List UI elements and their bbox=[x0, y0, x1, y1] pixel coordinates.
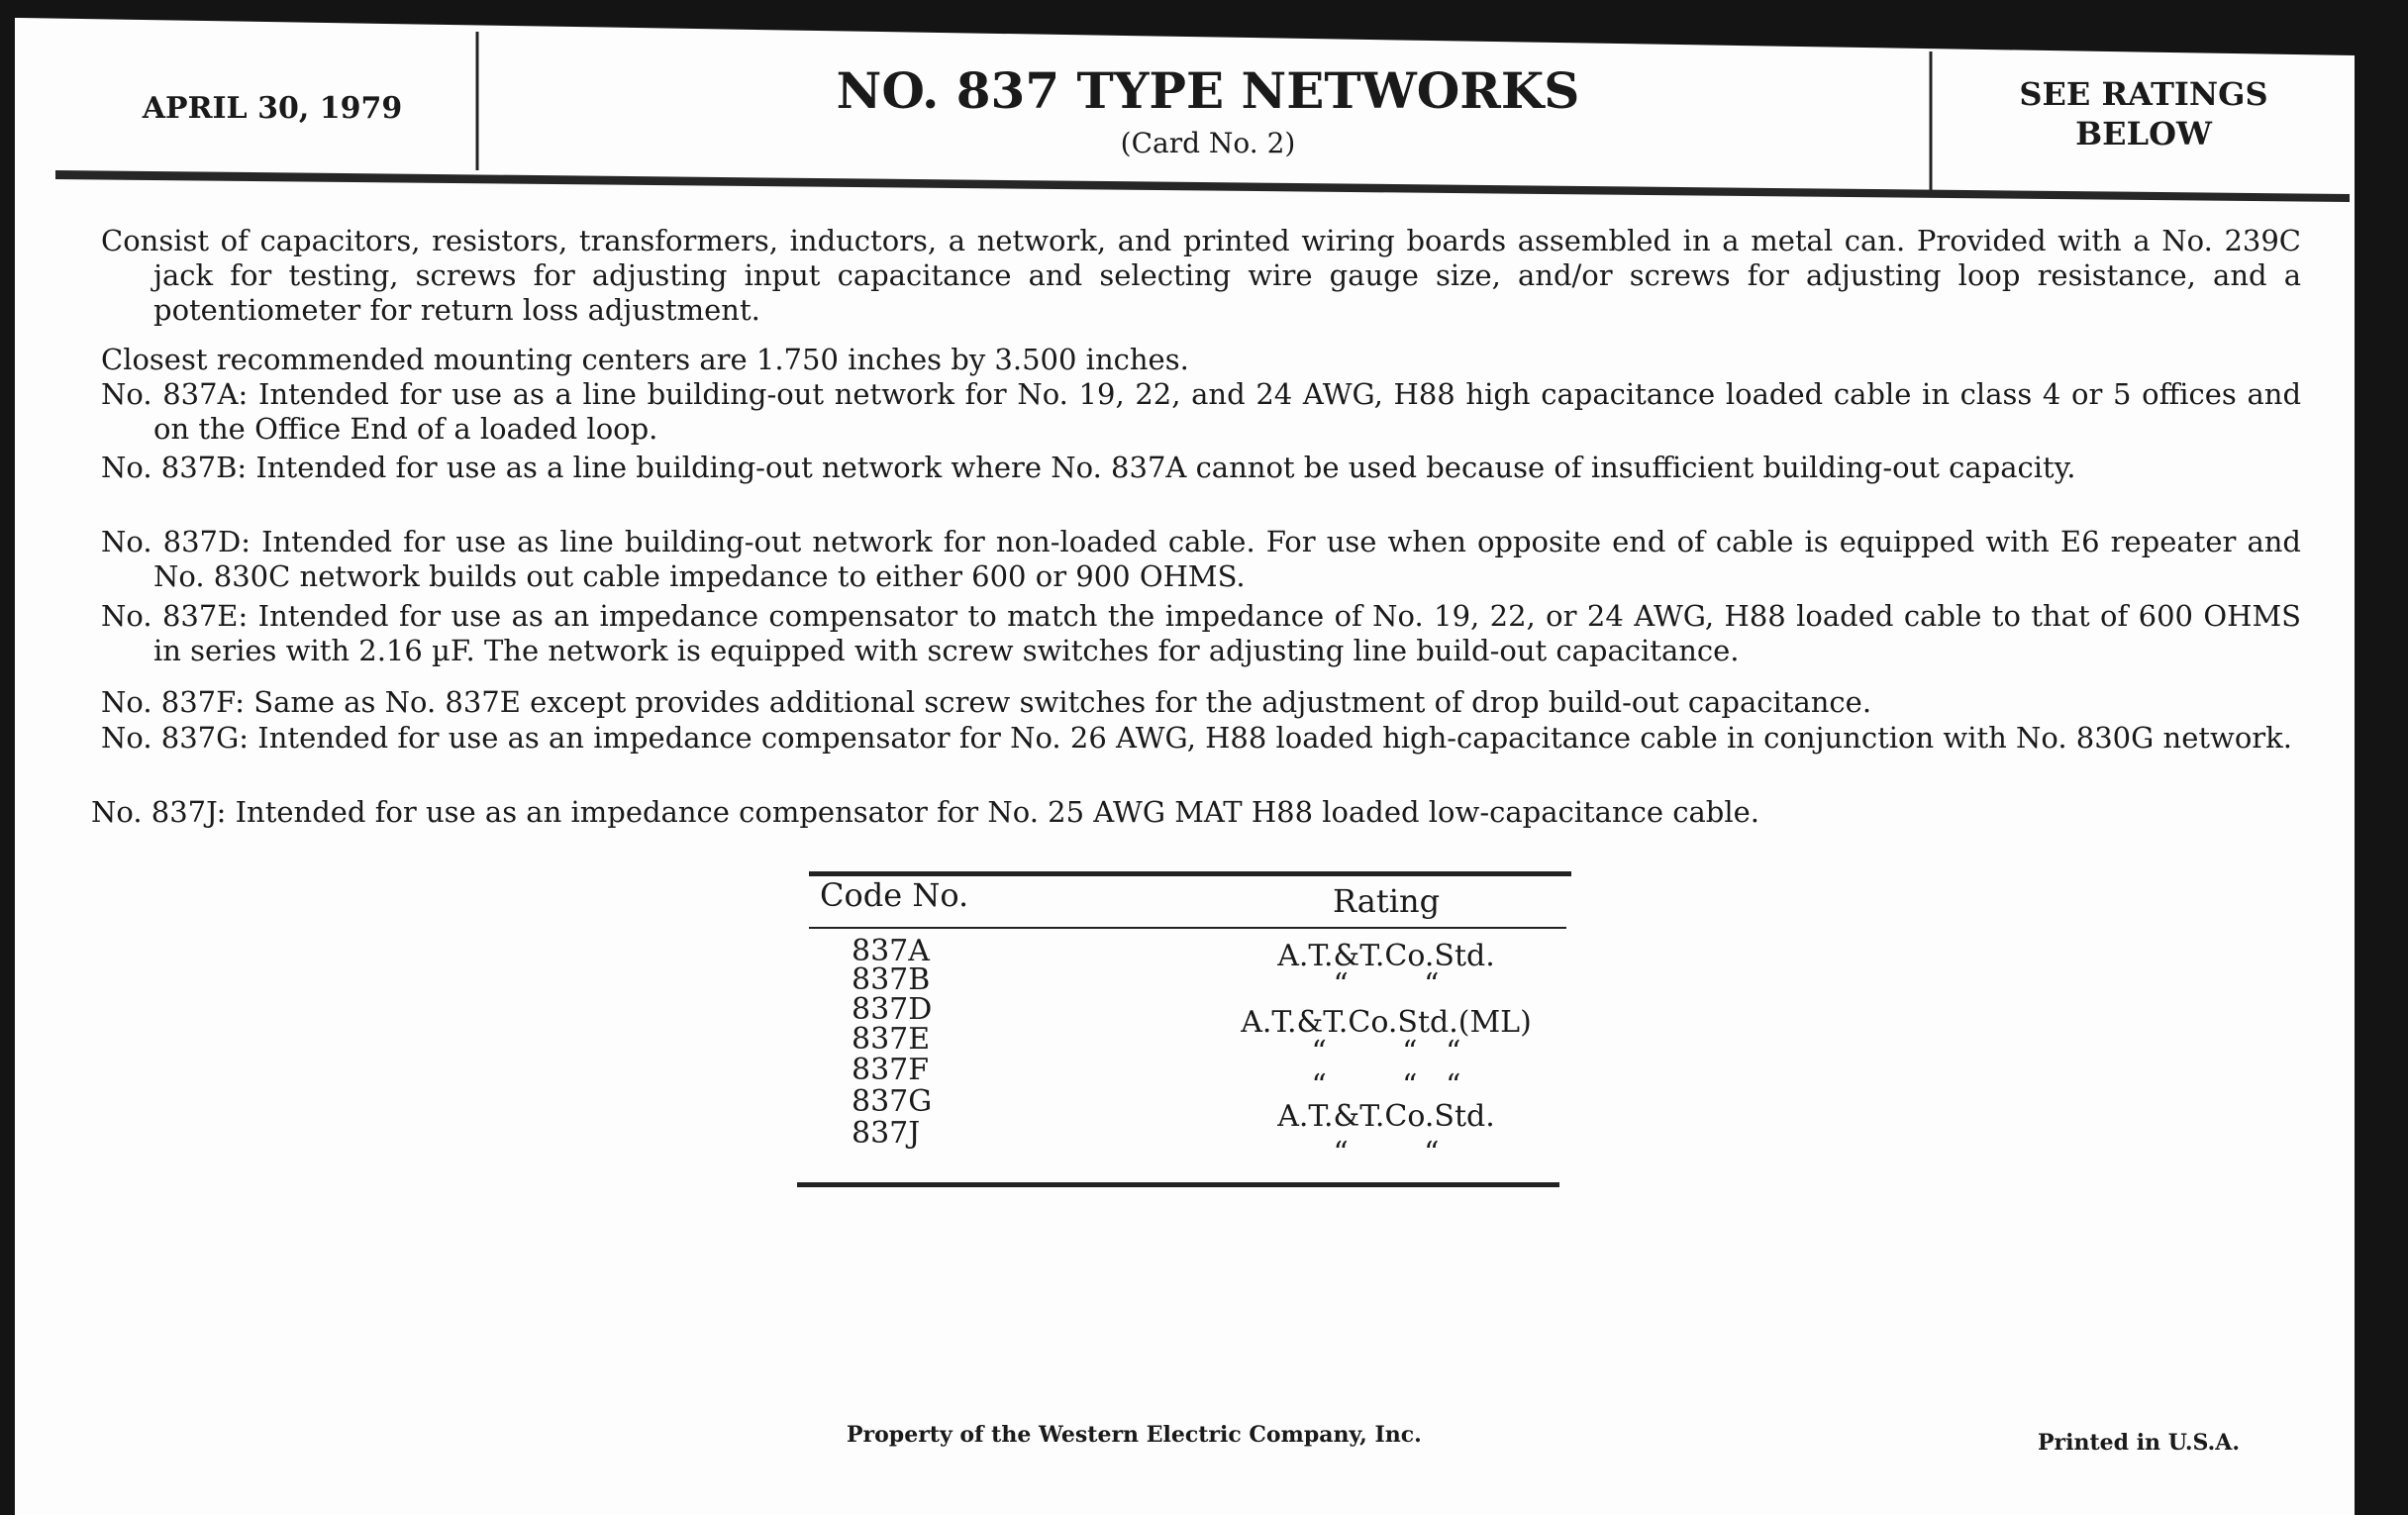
table-row-rating: A.T.&T.Co.Std.(ML) bbox=[1241, 1005, 1532, 1040]
item-837f bbox=[101, 685, 2301, 720]
table-row-code: 837E bbox=[852, 1022, 931, 1057]
item-label: No. 837F: bbox=[101, 685, 245, 719]
item-label: No. 837E: bbox=[101, 599, 249, 633]
item-label: No. 837G: bbox=[101, 721, 250, 755]
table-row-code: 837B bbox=[852, 962, 931, 997]
table-row-code: 837D bbox=[852, 992, 933, 1027]
item-837d bbox=[101, 525, 2301, 594]
item-text: Intended for use as a line building-out network for No. 19, 22, and 24 AWG, H88 high capacitance loaded cable in class 4 or 5 offices and on the Office End of a loaded loop. bbox=[153, 377, 2302, 446]
item-text: Intended for use as an impedance compensator for No. 26 AWG, H88 loaded high-capacitance cable in conjunction with No. 830G network. bbox=[257, 721, 2292, 755]
table-row-code: 837G bbox=[852, 1084, 933, 1119]
mounting-paragraph: Closest recommended mounting centers are 1.750 inches by 3.500 inches. bbox=[101, 343, 1189, 376]
table-row-code: 837J bbox=[852, 1116, 921, 1151]
table-row-code: 837A bbox=[852, 934, 930, 968]
table-row-code: 837F bbox=[852, 1053, 930, 1087]
item-text: Intended for use as line building-out network for non-loaded cable. For use when opposite end of cable is equipped with E6 repeater and No. 830C network builds out cable impedance to either 600 or 900 OHMS. bbox=[153, 525, 2301, 593]
page-title: NO. 837 TYPE NETWORKS bbox=[836, 61, 1580, 120]
item-label: No. 837D: bbox=[101, 525, 251, 558]
item-837a bbox=[101, 377, 2301, 447]
item-text: Intended for use as an impedance compensator for No. 25 AWG MAT H88 loaded low-capacitance cable. bbox=[235, 795, 1760, 829]
item-837g bbox=[101, 721, 2301, 756]
table-bottom-rule bbox=[797, 1182, 1559, 1187]
table-header-rule bbox=[809, 927, 1566, 929]
item-837b bbox=[101, 451, 2301, 485]
card-subtitle: (Card No. 2) bbox=[1120, 127, 1296, 159]
item-label: No. 837J: bbox=[91, 795, 227, 829]
item-label: No. 837B: bbox=[101, 451, 248, 484]
table-row-rating: “ “ “ bbox=[1311, 1035, 1461, 1069]
item-837e bbox=[101, 599, 2301, 668]
header-code: Code No. bbox=[820, 876, 969, 914]
table-row-rating: A.T.&T.Co.Std. bbox=[1277, 939, 1495, 973]
item-text: Same as No. 837E except provides additional screw switches for the adjustment of drop build-out capacitance. bbox=[253, 685, 1872, 719]
ratings-note-line2: BELOW bbox=[2075, 115, 2212, 152]
card-date: APRIL 30, 1979 bbox=[142, 91, 403, 126]
table-row-rating: “ “ bbox=[1333, 967, 1440, 1002]
item-837j bbox=[91, 795, 2291, 830]
ratings-note-line1: SEE RATINGS bbox=[2019, 75, 2268, 113]
property-notice: Property of the Western Electric Company, Inc. bbox=[847, 1422, 1422, 1448]
header-rating: Rating bbox=[1332, 882, 1441, 920]
item-text: Intended for use as a line building-out network where No. 837A cannot be used because of insufficient building-out capacity. bbox=[255, 451, 2076, 484]
table-row-rating: “ “ “ bbox=[1311, 1068, 1461, 1103]
table-row-rating: A.T.&T.Co.Std. bbox=[1277, 1099, 1495, 1134]
item-text: Intended for use as an impedance compensator to match the impedance of No. 19, 22, or 24 AWG, H88 loaded cable to that of 600 OHMS in series with 2.16 µF. The network is equipped with screw switches for adjusting line build-out capacitance. bbox=[153, 599, 2301, 667]
table-row-rating: “ “ bbox=[1333, 1136, 1440, 1170]
header-rule bbox=[55, 170, 2350, 202]
printed-notice: Printed in U.S.A. bbox=[2038, 1430, 2241, 1456]
item-label: No. 837A: bbox=[101, 377, 249, 411]
intro-paragraph: Consist of capacitors, resistors, transformers, inductors, a network, and printed wiring boards assembled in a metal can. Provided with a No. 239C jack for testing, screws for adjusting input capacitance and selecting wire gauge size, and/or screws for adjusting loop resistance, and a potentiometer for return loss adjustment. bbox=[101, 224, 2301, 327]
